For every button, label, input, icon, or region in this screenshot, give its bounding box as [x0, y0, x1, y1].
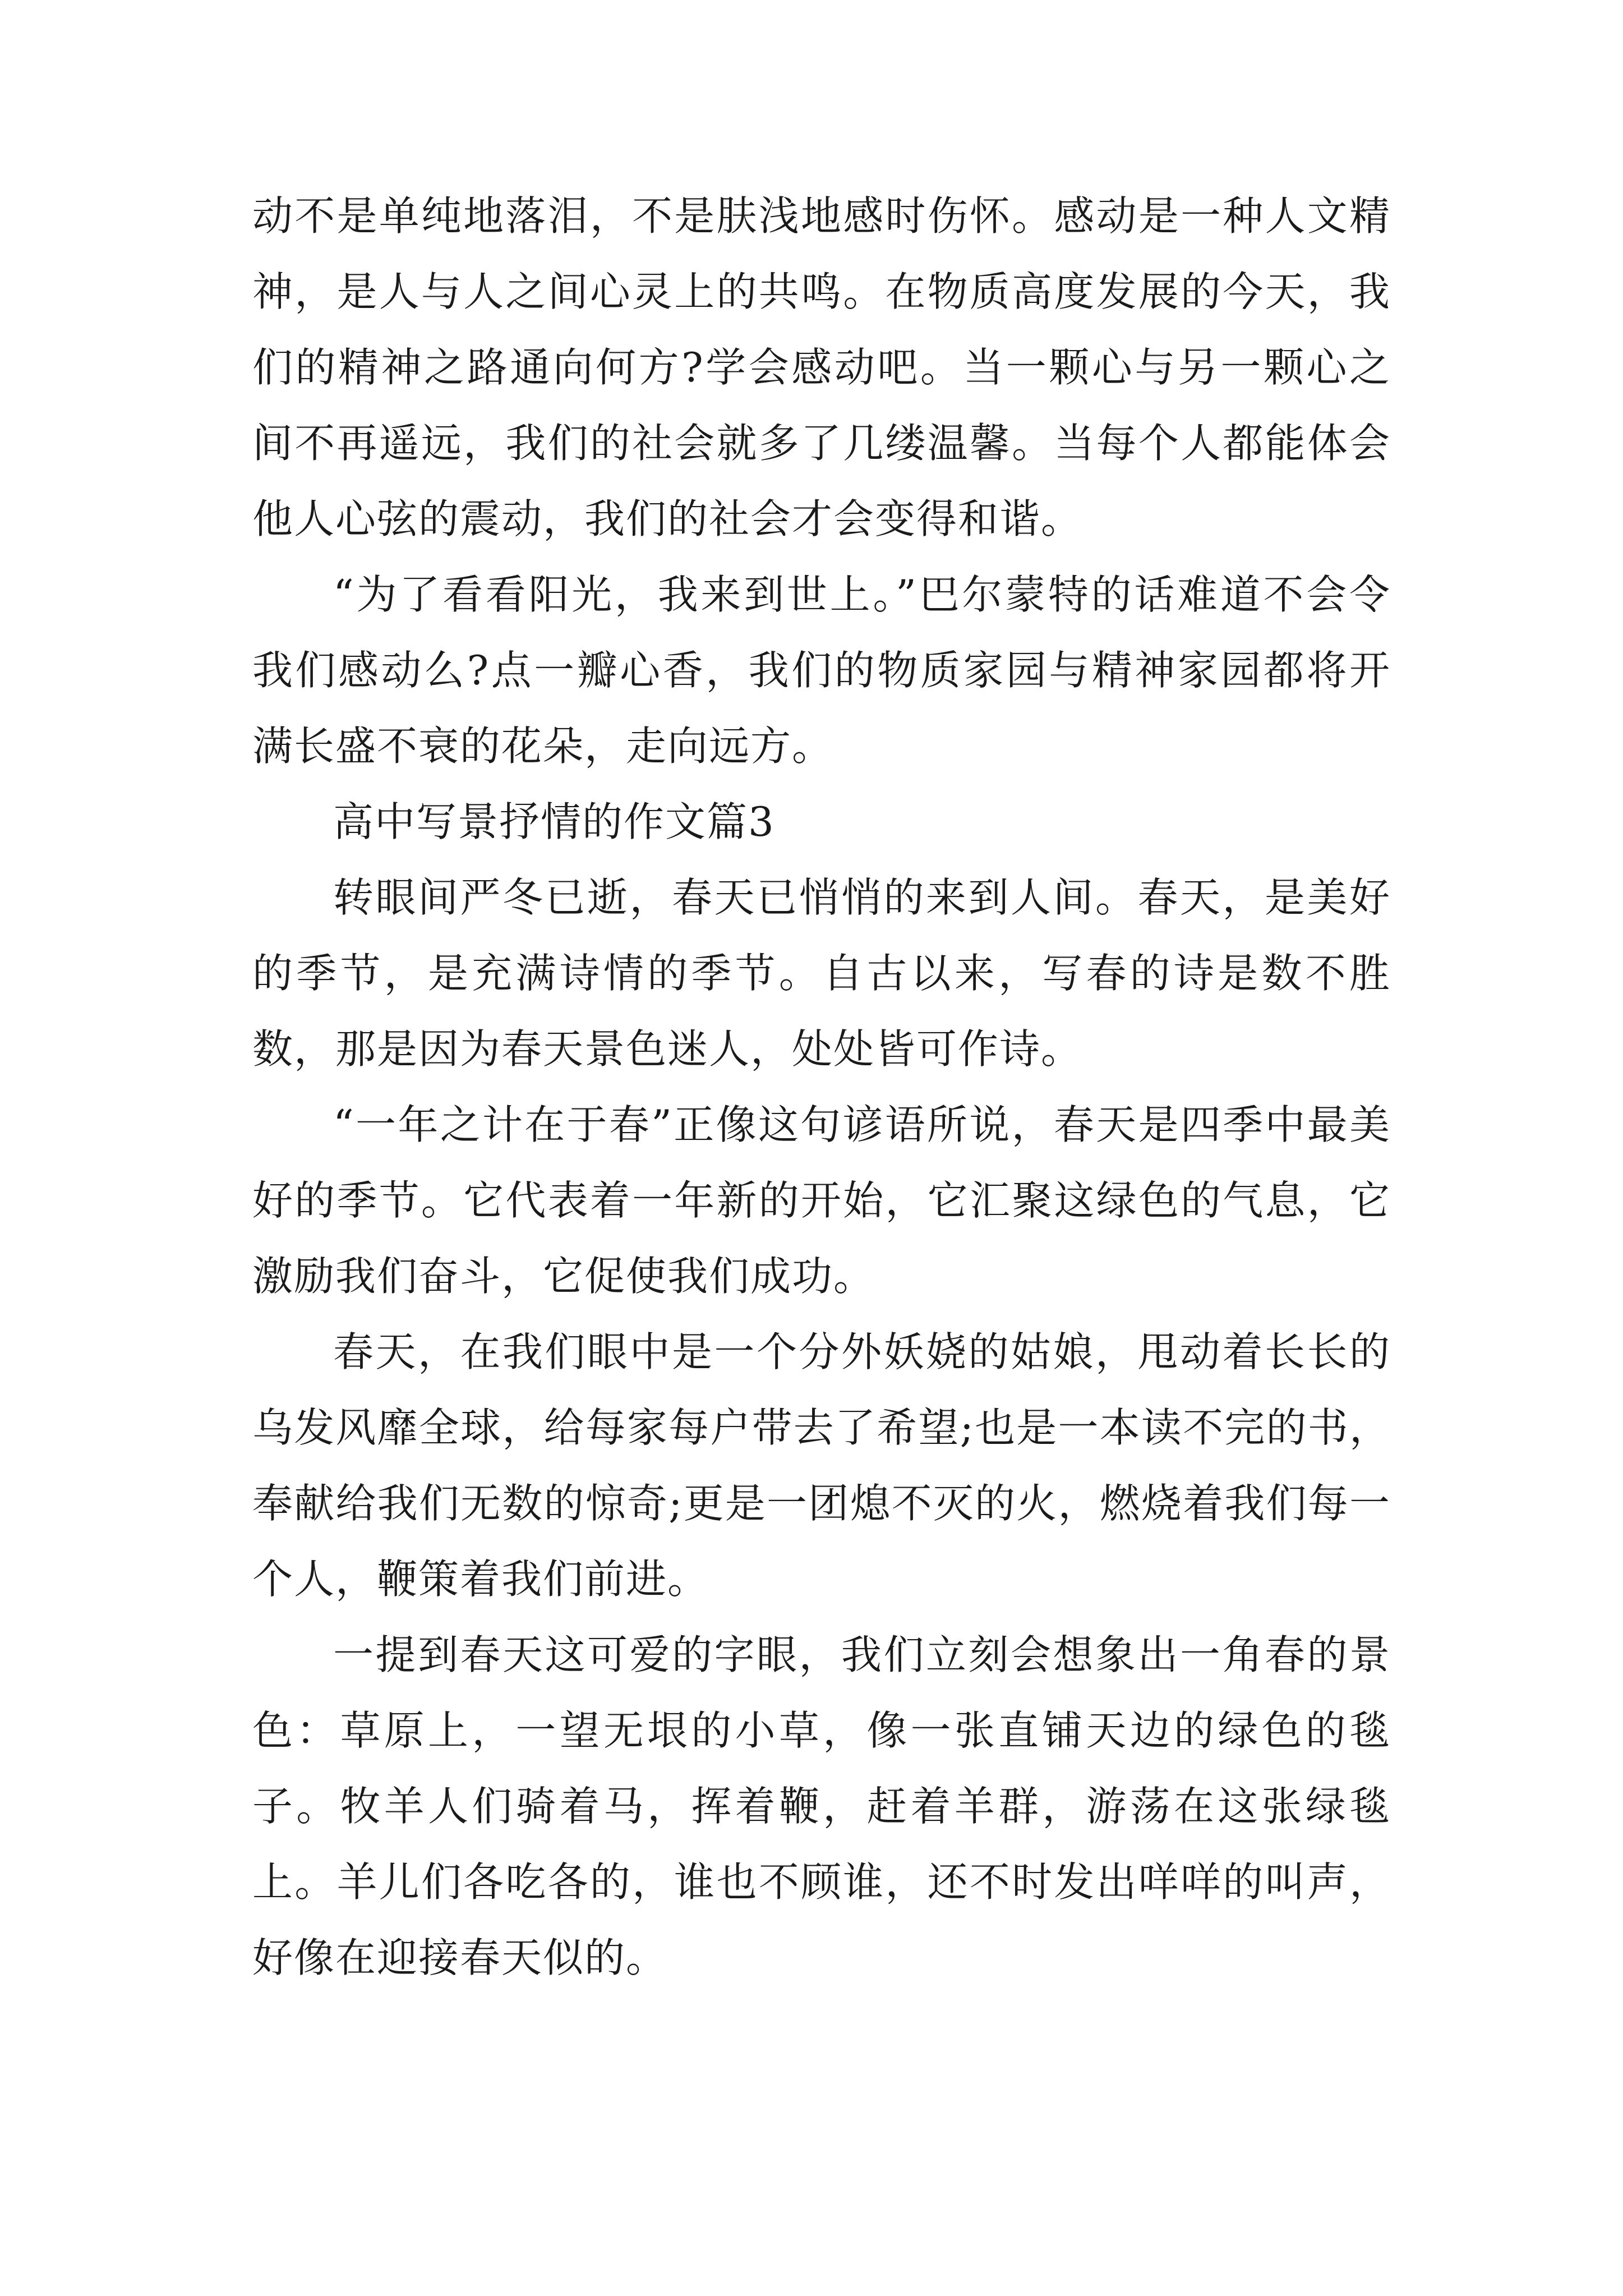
paragraph: “为了看看阳光，我来到世上。”巴尔蒙特的话难道不会令我们感动么?点一瓣心香，我们的物质家园与精神家园都将开满长盛不衰的花朵，走向远方。: [252, 571, 1391, 770]
document-body: [252, 178, 1391, 1996]
paragraph: 动不是单纯地落泪，不是肤浅地感时伤怀。感动是一种人文精神，是人与人之间心灵上的共鸣。在物质高度发展的今天，我们的精神之路通向何方?学会感动吧。当一颗心与另一颗心之间不再遥远，我们的社会就多了几缕温馨。当每个人都能体会他人心弦的震动，我们的社会才会变得和谐。: [252, 192, 1391, 542]
paragraph: “一年之计在于春”正像这句谚语所说，春天是四季中最美好的季节。它代表着一年新的开始，它汇聚这绿色的气息，它激励我们奋斗，它促使我们成功。: [252, 1101, 1391, 1300]
paragraph: 春天，在我们眼中是一个分外妖娆的姑娘，甩动着长长的乌发风靡全球，给每家每户带去了希望;也是一本读不完的书，奉献给我们无数的惊奇;更是一团熄不灭的火，燃烧着我们每一个人，鞭策着我们前进。: [252, 1328, 1391, 1603]
paragraph: 转眼间严冬已逝，春天已悄悄的来到人间。春天，是美好的季节，是充满诗情的季节。自古以来，写春的诗是数不胜数，那是因为春天景色迷人，处处皆可作诗。: [252, 874, 1391, 1073]
paragraph: 一提到春天这可爱的字眼，我们立刻会想象出一角春的景色：草原上，一望无垠的小草，像一张直铺天边的绿色的毯子。牧羊人们骑着马，挥着鞭，赶着羊群，游荡在这张绿毯上。羊儿们各吃各的，谁也不顾谁，还不时发出咩咩的叫声，好像在迎接春天似的。: [252, 1631, 1391, 1981]
section-heading: 高中写景抒情的作文篇3: [333, 798, 775, 845]
